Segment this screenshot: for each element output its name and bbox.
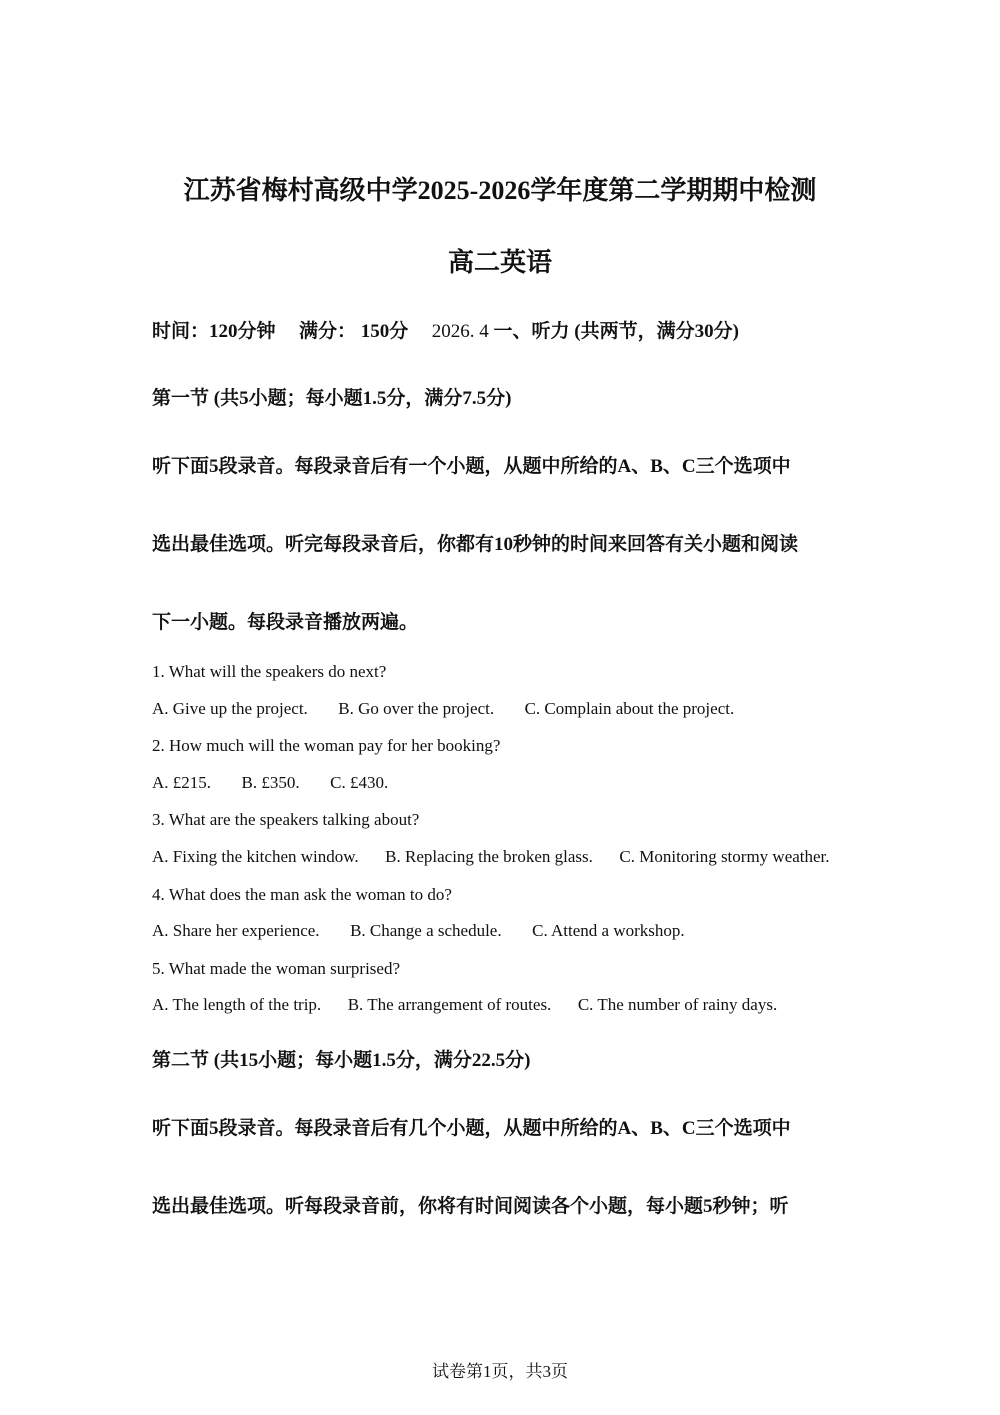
part-heading: 一、听力 (共两节，满分30分) — [493, 321, 739, 342]
section2-instruction: 听下面5段录音。每段录音后有几个小题，从题中所给的A、B、C三个选项中 — [152, 1118, 791, 1139]
section1-instruction: 听下面5段录音。每段录音后有一个小题，从题中所给的A、B、C三个选项中 — [152, 456, 791, 477]
question-text: 3. What are the speakers talking about? — [152, 810, 420, 829]
exam-title: 江苏省梅村高级中学2025-2026学年度第二学期期中检测 — [183, 176, 817, 205]
option-b: B. Change a schedule. — [350, 921, 502, 940]
option-a: A. Fixing the kitchen window. — [152, 847, 359, 866]
section2-instruction: 选出最佳选项。听每段录音前，你将有时间阅读各个小题，每小题5秒钟；听 — [152, 1196, 789, 1217]
question-text: 4. What does the man ask the woman to do? — [152, 885, 452, 904]
section1-instruction: 下一小题。每段录音播放两遍。 — [152, 612, 419, 633]
exam-full-score: 满分： 150分 — [299, 321, 409, 342]
exam-subtitle: 高二英语 — [447, 248, 552, 277]
option-a: A. Share her experience. — [152, 921, 320, 940]
question-text: 5. What made the woman surprised? — [152, 959, 401, 978]
option-b: B. Replacing the broken glass. — [385, 847, 593, 866]
question-options — [152, 921, 685, 941]
section2-heading: 第二节 (共15小题；每小题1.5分，满分22.5分) — [152, 1050, 531, 1071]
question-options — [152, 847, 830, 867]
exam-info-line — [152, 316, 739, 343]
question-options — [152, 995, 777, 1015]
option-a: A. £215. — [152, 773, 212, 792]
page-footer: 试卷第1页，共3页 — [432, 1362, 568, 1381]
option-c: C. Attend a workshop. — [532, 921, 685, 940]
option-c: C. Complain about the project. — [524, 699, 735, 718]
exam-time: 时间：120分钟 — [152, 321, 276, 342]
option-b: B. Go over the project. — [338, 699, 495, 718]
option-a: A. Give up the project. — [152, 699, 308, 718]
section1-heading: 第一节 (共5小题；每小题1.5分，满分7.5分) — [152, 388, 512, 409]
exam-date: 2026. 4 — [431, 321, 489, 342]
question-text: 2. How much will the woman pay for her booking? — [152, 736, 501, 755]
question-options — [152, 699, 734, 719]
option-c: C. £430. — [330, 773, 389, 792]
option-b: B. £350. — [241, 773, 300, 792]
section1-instruction: 选出最佳选项。听完每段录音后，你都有10秒钟的时间来回答有关小题和阅读 — [152, 534, 799, 555]
option-b: B. The arrangement of routes. — [347, 995, 552, 1014]
option-c: C. Monitoring stormy weather. — [619, 847, 830, 866]
question-text: 1. What will the speakers do next? — [152, 662, 387, 681]
option-c: C. The number of rainy days. — [577, 995, 778, 1014]
question-options — [152, 773, 388, 793]
option-a: A. The length of the trip. — [152, 995, 322, 1014]
